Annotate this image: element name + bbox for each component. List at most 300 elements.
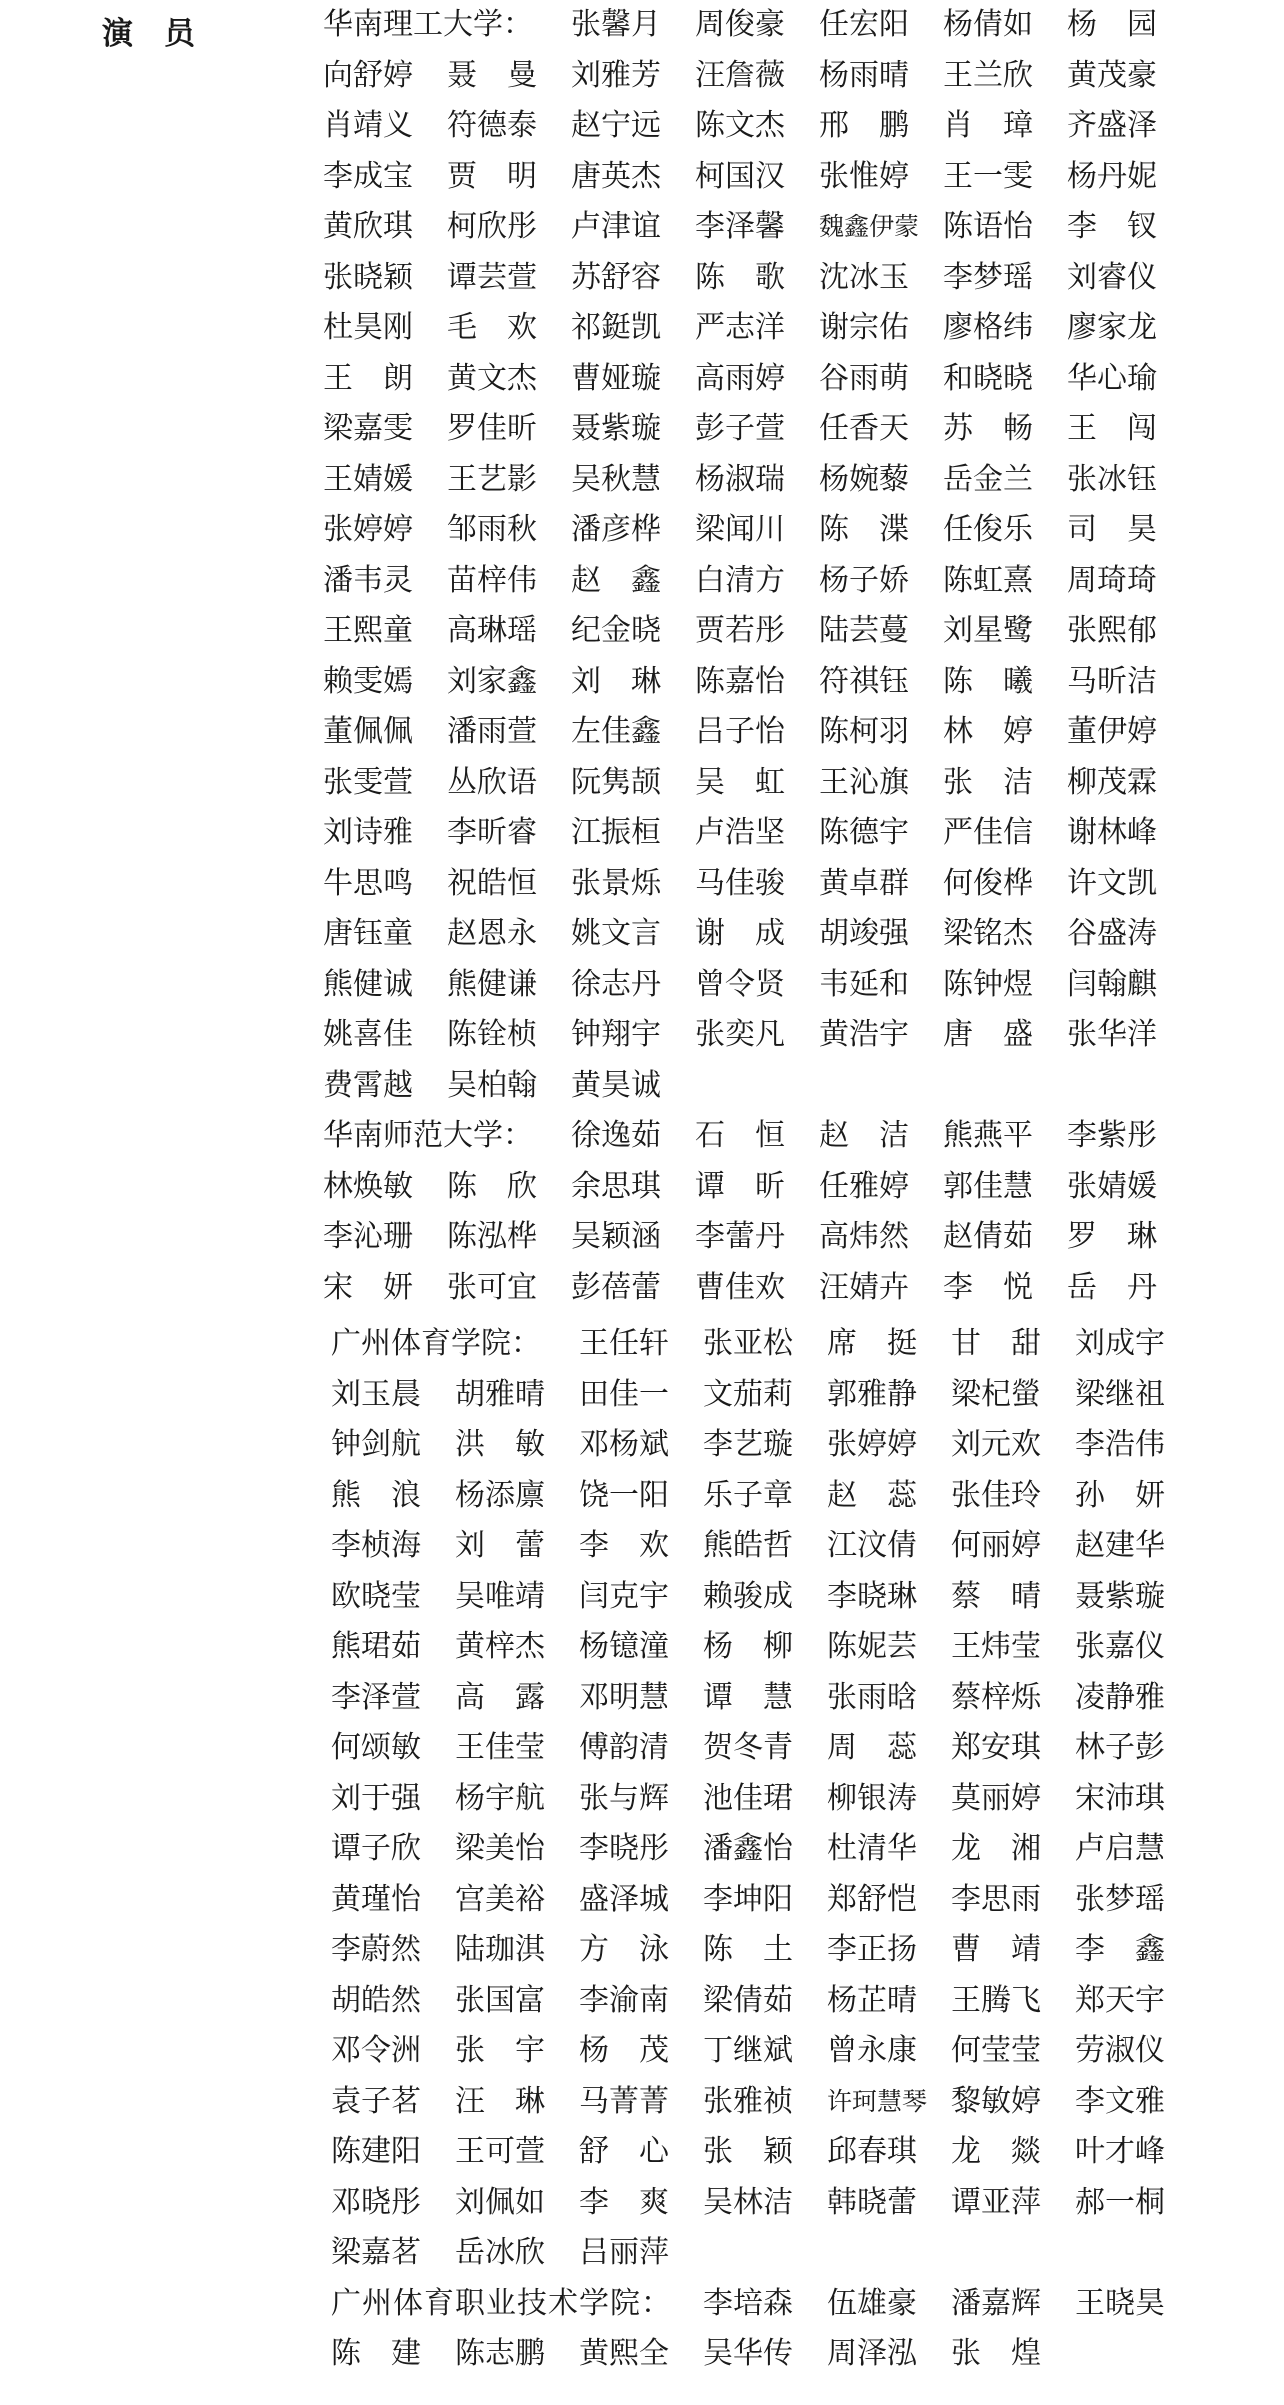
cast-row (0, 2228, 1284, 2278)
cast-name: 纪金晓 (571, 613, 661, 648)
cast-name: 赵倩茹 (943, 1219, 1033, 1254)
cast-name: 董伊婷 (1067, 714, 1157, 749)
cast-name: 高 露 (455, 1679, 545, 1715)
cast-name: 王 闯 (1067, 411, 1157, 446)
cast-name: 刘元欢 (951, 1427, 1041, 1462)
cast-row (0, 202, 1284, 252)
cast-name: 盛泽城 (579, 1881, 669, 1917)
cast-name: 何莹莹 (951, 2033, 1041, 2068)
cast-name: 宋沛琪 (1075, 1780, 1165, 1816)
cast-row (0, 1471, 1284, 1521)
cast-name: 黄浩宇 (819, 1017, 909, 1052)
cast-name: 华心瑜 (1067, 360, 1157, 396)
cast-name: 曾永康 (827, 2033, 917, 2068)
cast-name: 张 颖 (703, 2134, 793, 2169)
cast-row (0, 1925, 1284, 1975)
cast-name: 杨雨晴 (819, 57, 909, 93)
cast-name: 陈 曦 (943, 663, 1033, 699)
cast-name: 曹娅璇 (571, 360, 661, 396)
cast-name: 王婧媛 (323, 461, 413, 497)
cast-name: 吴 虹 (695, 764, 785, 800)
cast-name: 黄卓群 (819, 865, 909, 901)
cast-name: 任雅婷 (819, 1168, 909, 1204)
cast-name: 谭子欣 (331, 1831, 421, 1866)
cast-name: 左佳鑫 (571, 714, 661, 749)
cast-name: 邓令洲 (331, 2033, 421, 2068)
cast-name: 张可宜 (447, 1269, 537, 1305)
cast-name: 马佳骏 (695, 865, 785, 901)
cast-name: 李正扬 (827, 1932, 917, 1967)
cast-name: 苗梓伟 (447, 562, 537, 598)
institution-label: 广州体育学院： (331, 1326, 541, 1361)
cast-name: 吕丽萍 (579, 2235, 669, 2270)
cast-name: 郑舒恺 (827, 1881, 917, 1917)
cast-row (0, 51, 1284, 101)
cast-name: 黎敏婷 (951, 2083, 1041, 2119)
cast-name: 卢启慧 (1075, 1831, 1165, 1866)
cast-name: 李泽馨 (695, 209, 785, 244)
cast-name: 韦延和 (819, 966, 909, 1002)
cast-name: 费霄越 (323, 1067, 413, 1103)
cast-name: 何颂敏 (331, 1730, 421, 1765)
cast-name: 任俊乐 (943, 512, 1033, 547)
cast-name: 黄茂豪 (1067, 57, 1157, 93)
cast-name: 陈 歌 (695, 259, 785, 295)
cast-name: 曹佳欢 (695, 1269, 785, 1305)
cast-name: 熊燕平 (943, 1118, 1033, 1153)
cast-name: 廖家龙 (1067, 310, 1157, 345)
cast-name: 赵恩永 (447, 916, 537, 951)
cast-name: 李文雅 (1075, 2083, 1165, 2119)
cast-name: 唐 盛 (943, 1017, 1033, 1052)
cast-name: 沈冰玉 (819, 259, 909, 295)
cast-name: 杨芷晴 (827, 1982, 917, 2018)
cast-name: 赵 洁 (819, 1118, 909, 1153)
cast-row (0, 1875, 1284, 1925)
cast-name: 李晓彤 (579, 1831, 669, 1866)
cast-name: 陈铨桢 (447, 1017, 537, 1052)
cast-row (0, 556, 1284, 606)
cast-name: 王佳莹 (455, 1730, 545, 1765)
cast-name: 王任轩 (579, 1326, 669, 1361)
cast-name: 张亚松 (703, 1326, 793, 1361)
cast-name: 熊健谦 (447, 966, 537, 1002)
cast-name: 梁嘉茗 (331, 2235, 421, 2270)
cast-name: 张雅祯 (703, 2083, 793, 2119)
cast-name: 梁铭杰 (943, 916, 1033, 951)
cast-name: 张婧媛 (1067, 1168, 1157, 1204)
cast-name: 陆珈淇 (455, 1932, 545, 1967)
cast-name: 舒 心 (579, 2134, 669, 2169)
cast-name: 杜清华 (827, 1831, 917, 1866)
cast-row (0, 2077, 1284, 2127)
cast-name: 高炜然 (819, 1219, 909, 1254)
cast-row (0, 1572, 1284, 1622)
cast-name: 丛欣语 (447, 764, 537, 800)
cast-row (0, 505, 1284, 555)
cast-name: 梁嘉雯 (323, 411, 413, 446)
cast-name: 李蔚然 (331, 1932, 421, 1967)
cast-name: 邹雨秋 (447, 512, 537, 547)
cast-name: 陈 建 (331, 2336, 421, 2371)
cast-name: 林子彭 (1075, 1730, 1165, 1765)
cast-row (0, 1370, 1284, 1420)
cast-name: 齐盛泽 (1067, 108, 1157, 143)
cast-name: 张国富 (455, 1982, 545, 2018)
cast-name: 马昕洁 (1067, 663, 1157, 699)
cast-name: 王腾飞 (951, 1982, 1041, 2018)
cast-name: 谭 慧 (703, 1679, 793, 1715)
cast-name: 王可萱 (455, 2134, 545, 2169)
cast-name: 李成宝 (323, 158, 413, 194)
cast-name: 岳 丹 (1067, 1269, 1157, 1305)
cast-name: 罗 琳 (1067, 1219, 1157, 1254)
cast-name: 董佩佩 (323, 714, 413, 749)
cast-name: 司 昊 (1067, 512, 1157, 547)
cast-name: 李沁珊 (323, 1219, 413, 1254)
cast-name: 唐英杰 (571, 158, 661, 194)
cast-name: 杨子娇 (819, 562, 909, 598)
cast-name: 袁子茗 (331, 2083, 421, 2119)
cast-name: 任香天 (819, 411, 909, 446)
cast-name: 闫克宇 (579, 1578, 669, 1614)
cast-name: 李 钗 (1067, 209, 1157, 244)
cast-name: 柳银涛 (827, 1780, 917, 1816)
cast-name: 肖 璋 (943, 108, 1033, 143)
cast-name: 余思琪 (571, 1168, 661, 1204)
cast-name: 许珂慧琴 (827, 2086, 928, 2116)
cast-name: 熊珺茹 (331, 1629, 421, 1664)
cast-row (0, 1723, 1284, 1773)
cast-name: 汪婧卉 (819, 1269, 909, 1305)
cast-row (0, 2329, 1284, 2379)
cast-name: 陈建阳 (331, 2134, 421, 2169)
cast-row (0, 152, 1284, 202)
cast-name: 宫美裕 (455, 1881, 545, 1917)
cast-name: 黄瑾怡 (331, 1881, 421, 1917)
cast-name: 王一雯 (943, 158, 1033, 194)
cast-name: 卢浩坚 (695, 815, 785, 850)
institution-label: 华南理工大学： (323, 7, 533, 42)
cast-name: 韩晓蕾 (827, 2184, 917, 2220)
cast-name: 白清方 (695, 562, 785, 598)
cast-name: 吴颖涵 (571, 1219, 661, 1254)
cast-name: 聂 曼 (447, 57, 537, 93)
cast-name: 欧晓莹 (331, 1578, 421, 1614)
cast-name: 傅韵清 (579, 1730, 669, 1765)
cast-row (0, 657, 1284, 707)
cast-name: 伍雄豪 (827, 2285, 917, 2321)
cast-name: 何俊桦 (943, 865, 1033, 901)
cast-name: 潘彦桦 (571, 512, 661, 547)
cast-name: 李昕睿 (447, 815, 537, 850)
cast-row (0, 606, 1284, 656)
cast-name: 张与辉 (579, 1780, 669, 1816)
cast-name: 张梦瑶 (1075, 1881, 1165, 1917)
cast-name: 李培森 (703, 2285, 793, 2321)
cast-name: 林焕敏 (323, 1168, 413, 1204)
cast-name: 黄欣琪 (323, 209, 413, 244)
cast-name: 张雯萱 (323, 764, 413, 800)
cast-name: 刘佩如 (455, 2184, 545, 2220)
cast-name: 李泽萱 (331, 1679, 421, 1715)
cast-name: 胡竣强 (819, 916, 909, 951)
cast-name: 潘雨萱 (447, 714, 537, 749)
cast-name: 梁继祖 (1075, 1376, 1165, 1412)
cast-name: 洪 敏 (455, 1427, 545, 1462)
cast-row (0, 859, 1284, 909)
cast-name: 龙 燚 (951, 2134, 1041, 2169)
cast-name: 郭雅静 (827, 1376, 917, 1412)
cast-name: 张馨月 (571, 7, 661, 42)
cast-name: 王熙童 (323, 613, 413, 648)
cast-name: 苏 畅 (943, 411, 1033, 446)
cast-row (0, 101, 1284, 151)
cast-name: 高雨婷 (695, 360, 785, 396)
cast-name: 吴华传 (703, 2336, 793, 2371)
cast-row (0, 909, 1284, 959)
cast-name: 向舒婷 (323, 57, 413, 93)
cast-name: 严佳信 (943, 815, 1033, 850)
cast-name: 张奕凡 (695, 1017, 785, 1052)
cast-name: 吴林洁 (703, 2184, 793, 2220)
cast-name: 梁闻川 (695, 512, 785, 547)
cast-row (0, 303, 1284, 353)
cast-name: 肖靖义 (323, 108, 413, 143)
cast-name: 黄熙全 (579, 2336, 669, 2371)
cast-name: 周俊豪 (695, 7, 785, 42)
cast-name: 张景烁 (571, 865, 661, 901)
cast-name: 王艺影 (447, 461, 537, 497)
cast-name: 李 欢 (579, 1528, 669, 1563)
cast-name: 马菁菁 (579, 2083, 669, 2119)
cast-name: 宋 妍 (323, 1269, 413, 1305)
cast-name: 张嘉仪 (1075, 1629, 1165, 1664)
cast-name: 汪 琳 (455, 2083, 545, 2119)
cast-row (0, 808, 1284, 858)
cast-name: 张 洁 (943, 764, 1033, 800)
cast-row (0, 455, 1284, 505)
cast-name: 郝一桐 (1075, 2184, 1165, 2220)
cast-name: 杨宇航 (455, 1780, 545, 1816)
cast-name: 王 朗 (323, 360, 413, 396)
cast-row (0, 1111, 1284, 1161)
cast-name: 汪詹薇 (695, 57, 785, 93)
cast-name: 杜昊刚 (323, 310, 413, 345)
cast-name: 陈虹熹 (943, 562, 1033, 598)
cast-row (0, 0, 1284, 50)
cast-name: 杨倩如 (943, 7, 1033, 42)
cast-name: 刘玉晨 (331, 1376, 421, 1412)
cast-name: 柯欣彤 (447, 209, 537, 244)
cast-name: 王晓昊 (1075, 2285, 1165, 2321)
cast-name: 彭子萱 (695, 411, 785, 446)
cast-name: 魏鑫伊蒙 (819, 212, 920, 241)
cast-name: 饶一阳 (579, 1477, 669, 1513)
cast-name: 赖骏成 (703, 1578, 793, 1614)
cast-name: 贺冬青 (703, 1730, 793, 1765)
cast-name: 卢津谊 (571, 209, 661, 244)
cast-name: 黄梓杰 (455, 1629, 545, 1664)
cast-name: 陈 土 (703, 1932, 793, 1967)
cast-name: 罗佳昕 (447, 411, 537, 446)
cast-name: 陈嘉怡 (695, 663, 785, 699)
cast-name: 李坤阳 (703, 1881, 793, 1917)
cast-name: 吕子怡 (695, 714, 785, 749)
cast-name: 邓晓彤 (331, 2184, 421, 2220)
cast-name: 郑天宇 (1075, 1982, 1165, 2018)
cast-name: 池佳珺 (703, 1780, 793, 1816)
cast-name: 田佳一 (579, 1376, 669, 1412)
cast-name: 熊健诚 (323, 966, 413, 1002)
cast-name: 张华洋 (1067, 1017, 1157, 1052)
cast-name: 李艺璇 (703, 1427, 793, 1462)
cast-name: 刘雅芳 (571, 57, 661, 93)
cast-name: 谭亚萍 (951, 2184, 1041, 2220)
cast-name: 陈文杰 (695, 108, 785, 143)
cast-name: 符祺钰 (819, 663, 909, 699)
cast-name: 岳金兰 (943, 461, 1033, 497)
cast-name: 杨婉藜 (819, 461, 909, 497)
cast-name: 聂紫璇 (571, 411, 661, 446)
cast-name: 岳冰欣 (455, 2235, 545, 2270)
cast-name: 李 鑫 (1075, 1932, 1165, 1967)
cast-name: 林 婷 (943, 714, 1033, 749)
cast-row (0, 2127, 1284, 2177)
cast-name: 任宏阳 (819, 7, 909, 42)
cast-name: 潘嘉辉 (951, 2285, 1041, 2321)
cast-name: 潘韦灵 (323, 562, 413, 598)
cast-row (0, 1212, 1284, 1262)
cast-name: 黄文杰 (447, 360, 537, 396)
cast-name: 陈志鹏 (455, 2336, 545, 2371)
cast-name: 张晓颖 (323, 259, 413, 295)
cast-name: 祝皓恒 (447, 865, 537, 901)
cast-name: 杨 茂 (579, 2033, 669, 2068)
cast-name: 刘家鑫 (447, 663, 537, 699)
cast-name: 李 爽 (579, 2184, 669, 2220)
cast-name: 张婷婷 (323, 512, 413, 547)
cast-row (0, 1010, 1284, 1060)
cast-name: 许文凯 (1067, 865, 1157, 901)
cast-row (0, 1521, 1284, 1571)
cast-name: 姚喜佳 (323, 1017, 413, 1052)
cast-name: 李紫彤 (1067, 1118, 1157, 1153)
cast-row (0, 404, 1284, 454)
cast-name: 莫丽婷 (951, 1780, 1041, 1816)
cast-name: 闫翰麒 (1067, 966, 1157, 1002)
cast-name: 苏舒容 (571, 259, 661, 295)
cast-name: 徐志丹 (571, 966, 661, 1002)
cast-name: 牛思鸣 (323, 865, 413, 901)
cast-name: 孙 妍 (1075, 1477, 1165, 1513)
cast-name: 吴柏翰 (447, 1067, 537, 1103)
cast-name: 李梦瑶 (943, 259, 1033, 295)
cast-name: 刘 蕾 (455, 1528, 545, 1563)
cast-name: 符德泰 (447, 108, 537, 143)
cast-name: 邓杨斌 (579, 1427, 669, 1462)
cast-name: 席 挺 (827, 1326, 917, 1361)
cast-name: 唐钰童 (323, 916, 413, 951)
cast-name: 方 泳 (579, 1932, 669, 1967)
institution-label: 广州体育职业技术学院： (331, 2285, 672, 2321)
cast-name: 蔡梓烁 (951, 1679, 1041, 1715)
cast-name: 熊 浪 (331, 1477, 421, 1513)
cast-name: 胡雅晴 (455, 1376, 545, 1412)
cast-name: 谢 成 (695, 916, 785, 951)
cast-name: 赵宁远 (571, 108, 661, 143)
cast-row (0, 2279, 1284, 2329)
cast-name: 梁美怡 (455, 1831, 545, 1866)
cast-name: 张佳玲 (951, 1477, 1041, 1513)
cast-name: 徐逸茹 (571, 1118, 661, 1153)
cast-name: 钟翔宇 (571, 1017, 661, 1052)
cast-name: 李渝南 (579, 1982, 669, 2018)
cast-name: 张熙郁 (1067, 613, 1157, 648)
cast-name: 黄昊诚 (571, 1067, 661, 1103)
cast-name: 王沁旗 (819, 764, 909, 800)
cast-row (0, 707, 1284, 757)
cast-name: 姚文言 (571, 916, 661, 951)
cast-name: 刘诗雅 (323, 815, 413, 850)
cast-name: 丁继斌 (703, 2033, 793, 2068)
cast-name: 周 蕊 (827, 1730, 917, 1765)
cast-name: 陈钟煜 (943, 966, 1033, 1002)
cast-name: 陈 渫 (819, 512, 909, 547)
cast-heading: 演 员 (102, 16, 195, 52)
cast-name: 陈妮芸 (827, 1629, 917, 1664)
cast-row (0, 1824, 1284, 1874)
cast-name: 王炜莹 (951, 1629, 1041, 1664)
cast-name: 刘于强 (331, 1780, 421, 1816)
cast-name: 龙 湘 (951, 1831, 1041, 1866)
cast-name: 陈语怡 (943, 209, 1033, 244)
cast-name: 张冰钰 (1067, 461, 1157, 497)
cast-name: 刘成宇 (1075, 1326, 1165, 1361)
cast-name: 赵 蕊 (827, 1477, 917, 1513)
cast-row (0, 1420, 1284, 1470)
cast-row (0, 1263, 1284, 1313)
cast-row (0, 960, 1284, 1010)
cast-name: 蔡 晴 (951, 1578, 1041, 1614)
cast-name: 高琳瑶 (447, 613, 537, 648)
cast-name: 曹 靖 (951, 1932, 1041, 1967)
cast-name: 杨镱潼 (579, 1629, 669, 1664)
cast-row (0, 2026, 1284, 2076)
cast-name: 熊皓哲 (703, 1528, 793, 1563)
cast-name: 张婷婷 (827, 1427, 917, 1462)
cast-name: 严志洋 (695, 310, 785, 345)
cast-name: 陈泓桦 (447, 1219, 537, 1254)
cast-name: 刘星鹭 (943, 613, 1033, 648)
cast-name: 何丽婷 (951, 1528, 1041, 1563)
cast-name: 谭 昕 (695, 1168, 785, 1204)
cast-name: 祁鋌凯 (571, 310, 661, 345)
cast-name: 刘睿仪 (1067, 259, 1157, 295)
cast-name: 谭芸萱 (447, 259, 537, 295)
cast-name: 谷雨萌 (819, 360, 909, 396)
cast-name: 赵 鑫 (571, 562, 661, 598)
cast-name: 廖格纬 (943, 310, 1033, 345)
cast-name: 吴唯靖 (455, 1578, 545, 1614)
institution-label: 华南师范大学： (323, 1118, 533, 1153)
cast-row (0, 1976, 1284, 2026)
cast-row (0, 758, 1284, 808)
cast-name: 梁倩茹 (703, 1982, 793, 2018)
cast-name: 李 悦 (943, 1269, 1033, 1305)
cast-name: 周泽泓 (827, 2336, 917, 2371)
cast-row (0, 354, 1284, 404)
